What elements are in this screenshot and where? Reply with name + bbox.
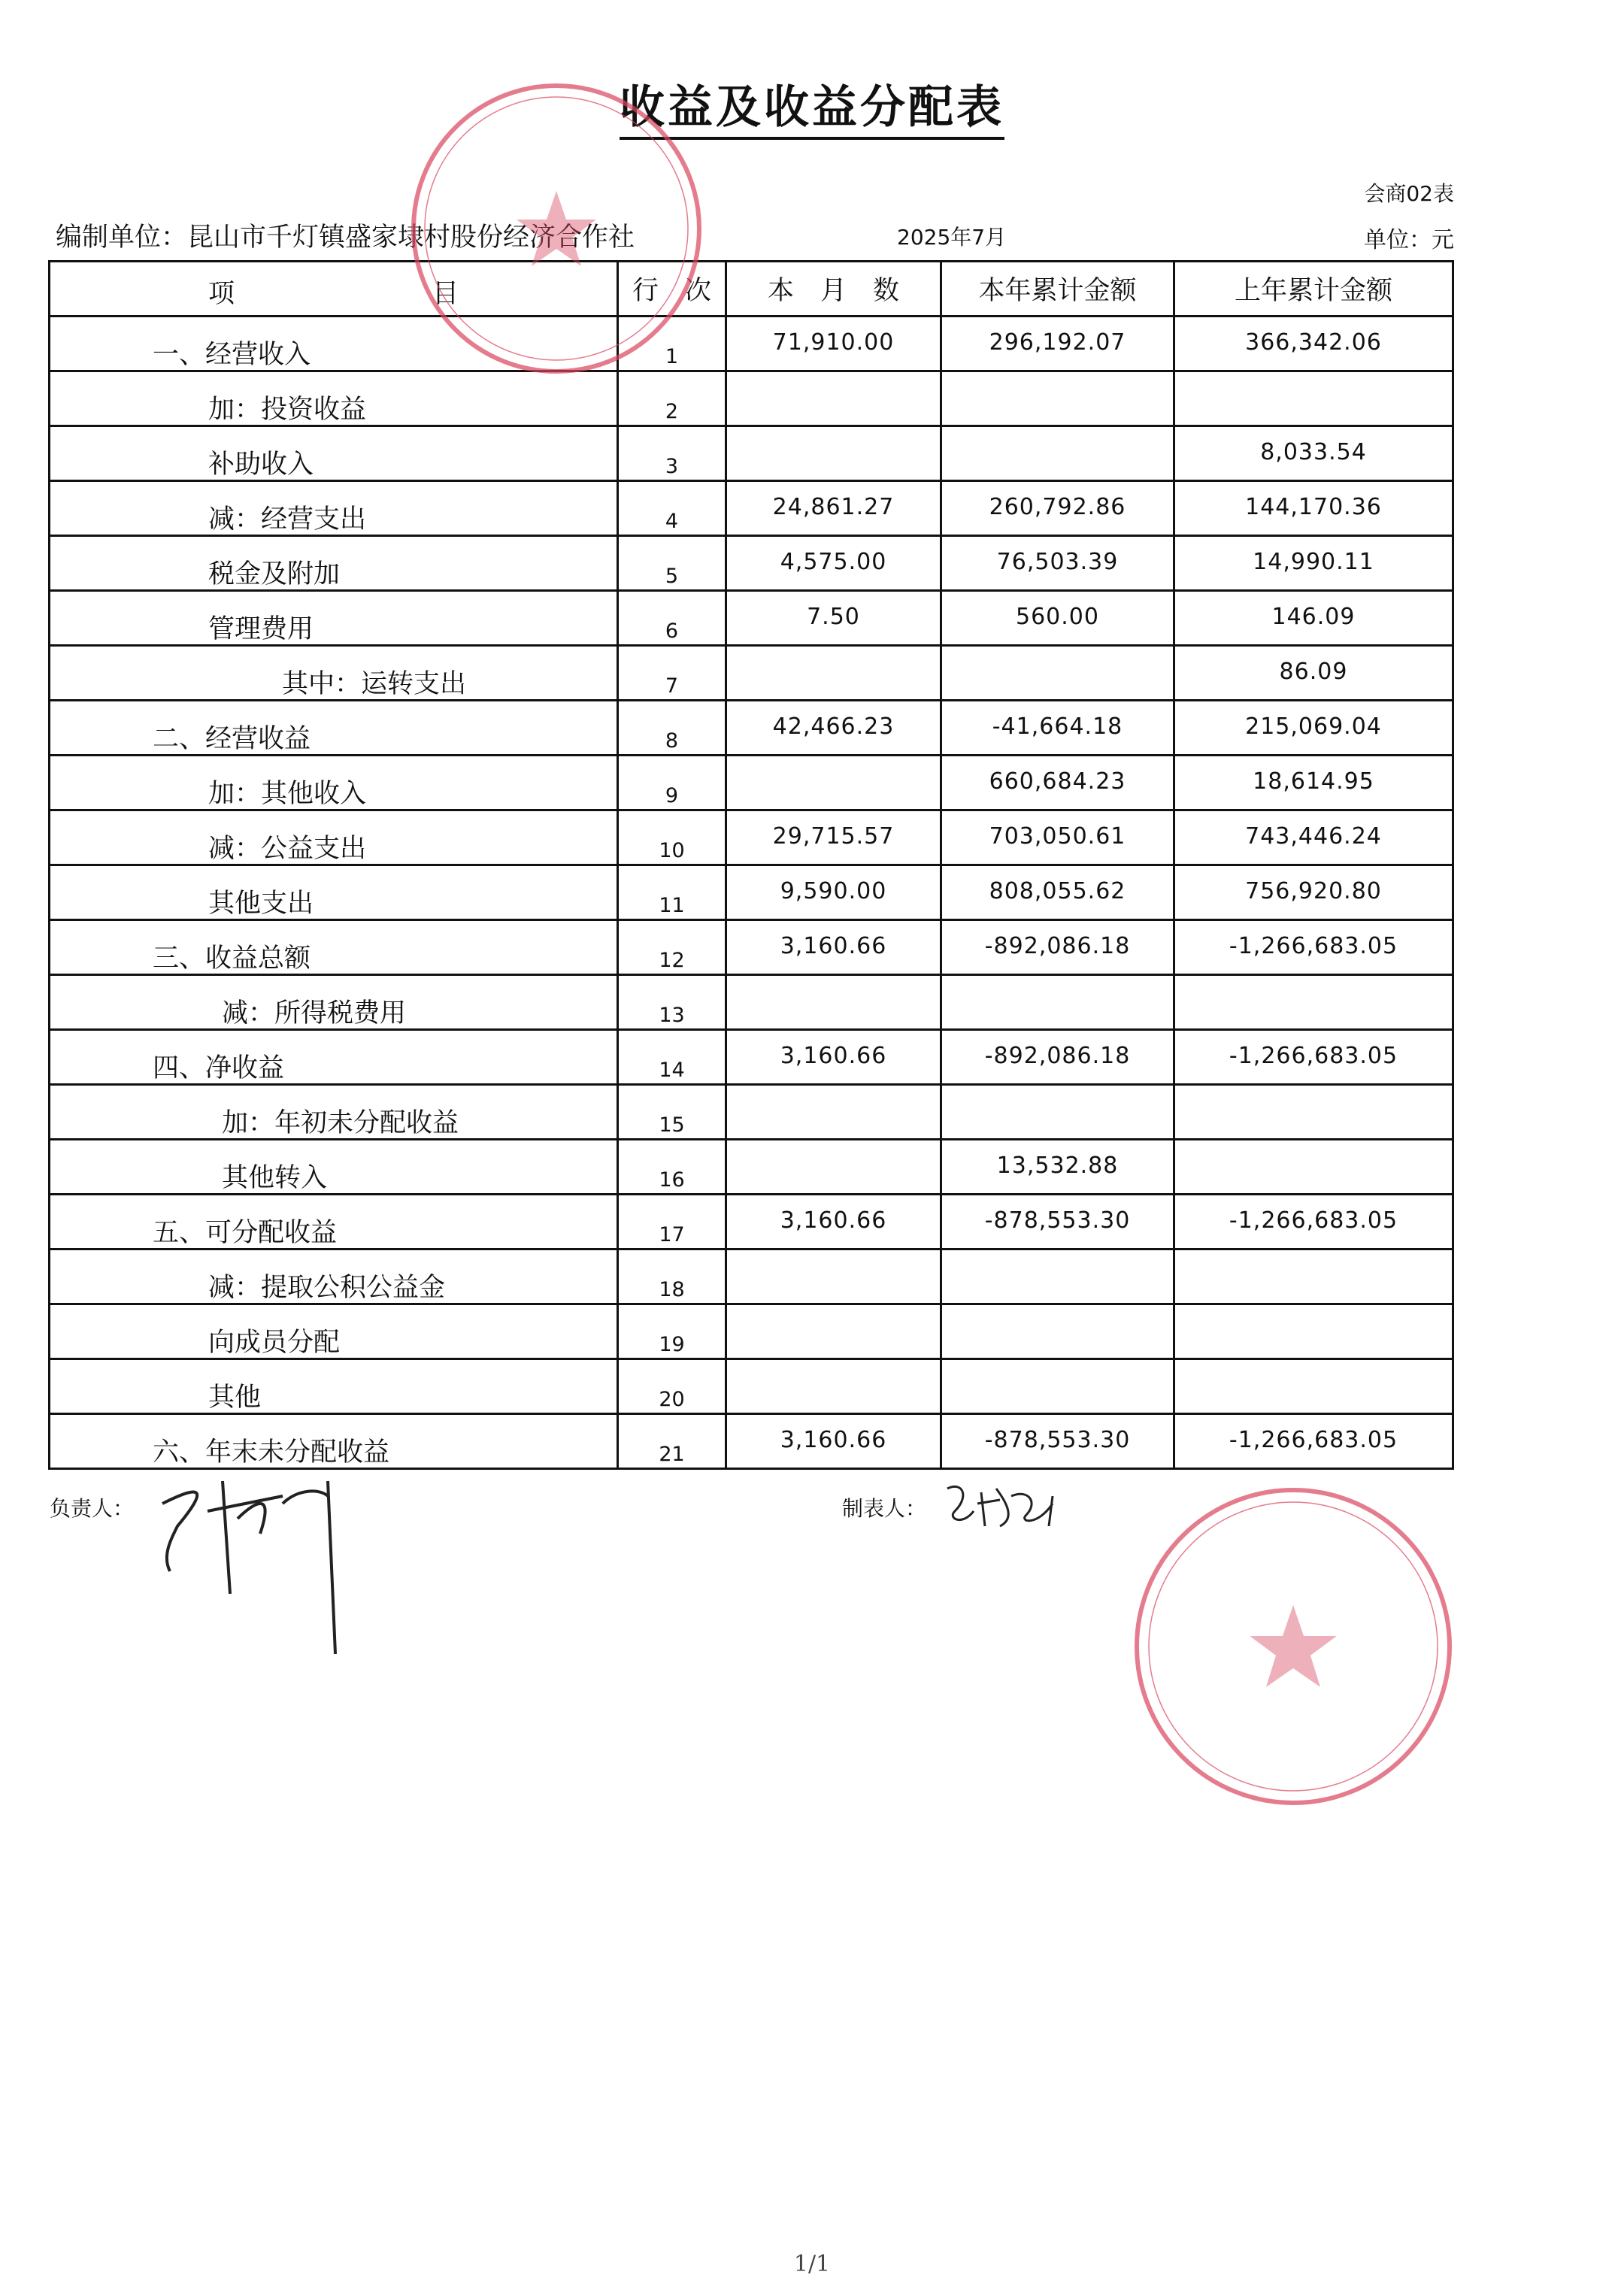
row-line-no-cell [618,810,726,865]
row-month-value-cell [726,975,941,1030]
row-prev-value: 86.09 [1279,659,1348,685]
row-label: 加：其他收入 [208,779,367,809]
row-prev-value-cell [1174,810,1453,865]
row-ytd-value: 660,684.23 [989,768,1126,795]
row-month-value-cell [726,1304,941,1359]
table-row [50,810,1453,865]
row-label: 向成员分配 [208,1328,341,1358]
cooperative-seal [406,78,707,379]
row-prev-value: 215,069.04 [1245,713,1382,740]
report-period: 2025年7月 [897,225,1007,250]
row-line-no: 7 [665,674,679,698]
row-ytd-value-cell [941,756,1174,810]
row-line-no: 21 [659,1443,685,1466]
row-month-value-cell [726,1085,941,1140]
responsible-label: 负责人： [50,1496,135,1521]
row-ytd-value-cell [941,1359,1174,1414]
row-label-cell [50,536,618,591]
row-month-value-cell [726,865,941,920]
row-ytd-value-cell [941,1304,1174,1359]
table-row [50,1359,1453,1414]
row-label: 加：年初未分配收益 [222,1108,459,1138]
report-title: 收益及收益分配表 [0,71,1624,136]
row-month-value-cell [726,1414,941,1469]
table-row [50,536,1453,591]
row-label: 税金及附加 [208,559,341,589]
row-line-no-cell [618,756,726,810]
table-row [50,1030,1453,1085]
row-line-no-cell [618,646,726,701]
table-row [50,646,1453,701]
row-month-value-cell [726,481,941,536]
row-line-no: 17 [659,1223,685,1246]
row-label-cell [50,1140,618,1195]
row-month-value-cell [726,920,941,975]
row-line-no-cell [618,536,726,591]
row-month-value-cell [726,591,941,646]
preparer-label: 制表人： [842,1496,927,1521]
row-prev-value: 18,614.95 [1253,768,1374,795]
row-ytd-value-cell [941,1195,1174,1249]
row-label-cell [50,975,618,1030]
row-label: 五、可分配收益 [153,1218,338,1248]
row-label: 一、经营收入 [153,340,311,370]
row-month-value: 3,160.66 [780,1043,887,1069]
row-label-cell [50,701,618,756]
row-line-no-cell [618,865,726,920]
preparer-signature [940,1474,1068,1534]
row-line-no: 8 [665,729,679,753]
income-distribution-table [48,260,1454,1470]
row-line-no: 5 [665,565,679,588]
row-label-cell [50,1414,618,1469]
row-line-no-cell [618,1140,726,1195]
table-row [50,371,1453,426]
row-line-no: 4 [665,510,679,533]
row-label: 三、收益总额 [153,944,311,974]
row-line-no-cell [618,1085,726,1140]
row-month-value-cell [726,810,941,865]
row-label-cell [50,865,618,920]
row-prev-value-cell [1174,975,1453,1030]
row-label: 减：所得税费用 [222,998,407,1028]
table-row [50,701,1453,756]
row-ytd-value: 560.00 [1016,604,1099,630]
row-prev-value-cell [1174,371,1453,426]
table-row [50,975,1453,1030]
row-ytd-value: -878,553.30 [984,1427,1131,1453]
row-line-no: 12 [659,949,685,972]
page-number: 1/1 [793,2251,831,2277]
row-ytd-value-cell [941,371,1174,426]
row-ytd-value: 76,503.39 [996,549,1119,575]
row-prev-value: 146.09 [1271,604,1356,630]
table-row [50,1249,1453,1304]
row-prev-value-cell [1174,701,1453,756]
row-ytd-value-cell [941,865,1174,920]
row-label-cell [50,646,618,701]
row-label-cell [50,1030,618,1085]
row-label: 减：提取公积公益金 [208,1273,446,1303]
row-prev-value-cell [1174,1359,1453,1414]
row-ytd-value-cell [941,975,1174,1030]
row-ytd-value: 703,050.61 [989,823,1126,850]
responsible-signature [147,1474,358,1661]
row-ytd-value: 13,532.88 [996,1153,1119,1179]
table-row [50,865,1453,920]
row-line-no-cell [618,920,726,975]
row-label-cell [50,426,618,481]
table-row [50,317,1453,371]
row-line-no: 14 [659,1059,685,1082]
table-row [50,1414,1453,1469]
row-label: 管理费用 [208,614,314,644]
row-prev-value: 8,033.54 [1260,439,1367,465]
header-prev: 上年累计金额 [1174,262,1453,317]
row-ytd-value: -892,086.18 [984,1043,1131,1069]
row-month-value: 3,160.66 [780,1207,887,1234]
header-item: 项 目 [50,262,618,317]
table-row [50,1140,1453,1195]
row-line-no: 9 [665,784,679,807]
row-prev-value-cell [1174,426,1453,481]
row-ytd-value-cell [941,646,1174,701]
row-label-cell [50,371,618,426]
row-label: 减：经营支出 [208,504,367,535]
row-prev-value-cell [1174,1140,1453,1195]
row-month-value: 71,910.00 [772,329,895,356]
row-ytd-value: -878,553.30 [984,1207,1131,1234]
row-prev-value: 756,920.80 [1245,878,1382,904]
row-label-cell [50,1249,618,1304]
row-month-value: 9,590.00 [780,878,887,904]
row-prev-value-cell [1174,865,1453,920]
row-line-no-cell [618,701,726,756]
row-ytd-value: -41,664.18 [992,713,1123,740]
row-month-value-cell [726,1195,941,1249]
row-line-no-cell [618,426,726,481]
row-prev-value-cell [1174,756,1453,810]
row-label-cell [50,1359,618,1414]
row-ytd-value: 260,792.86 [989,494,1126,520]
row-month-value-cell [726,317,941,371]
row-ytd-value: 296,192.07 [989,329,1126,356]
row-prev-value-cell [1174,1085,1453,1140]
row-month-value: 3,160.66 [780,1427,887,1453]
row-line-no: 1 [665,345,679,368]
row-label: 其他 [208,1383,262,1413]
row-label: 其中：运转支出 [282,669,467,699]
row-month-value-cell [726,1140,941,1195]
row-month-value: 24,861.27 [772,494,895,520]
table-row [50,426,1453,481]
row-prev-value-cell [1174,481,1453,536]
row-ytd-value-cell [941,810,1174,865]
row-month-value-cell [726,1359,941,1414]
table-header-row [50,262,1453,317]
row-ytd-value-cell [941,1030,1174,1085]
row-line-no-cell [618,1249,726,1304]
table-row [50,1304,1453,1359]
row-line-no-cell [618,1195,726,1249]
row-ytd-value-cell [941,920,1174,975]
row-prev-value-cell [1174,1304,1453,1359]
row-month-value-cell [726,1030,941,1085]
table-row [50,481,1453,536]
row-month-value: 7.50 [807,604,860,630]
row-ytd-value-cell [941,481,1174,536]
table-row [50,1085,1453,1140]
row-prev-value-cell [1174,1249,1453,1304]
row-label: 二、经营收益 [153,724,311,754]
row-ytd-value-cell [941,1249,1174,1304]
row-month-value-cell [726,536,941,591]
row-label: 六、年末未分配收益 [153,1437,390,1468]
currency-unit: 单位：元 [1364,227,1454,253]
row-line-no: 3 [665,455,679,478]
row-ytd-value-cell [941,317,1174,371]
header-ytd: 本年累计金额 [941,262,1174,317]
row-ytd-value-cell [941,701,1174,756]
row-label-cell [50,1085,618,1140]
row-prev-value: 14,990.11 [1253,549,1374,575]
row-line-no: 13 [659,1004,685,1027]
row-label-cell [50,1304,618,1359]
row-label-cell [50,920,618,975]
row-ytd-value-cell [941,591,1174,646]
row-ytd-value-cell [941,1140,1174,1195]
row-ytd-value: -892,086.18 [984,933,1131,959]
row-prev-value: -1,266,683.05 [1229,1043,1398,1069]
row-label: 补助收入 [208,450,314,480]
row-line-no-cell [618,1414,726,1469]
row-label: 其他支出 [208,889,314,919]
row-line-no-cell [618,1359,726,1414]
row-month-value: 29,715.57 [772,823,895,850]
row-prev-value: 366,342.06 [1245,329,1382,356]
row-month-value: 3,160.66 [780,933,887,959]
row-label: 四、净收益 [153,1053,285,1083]
row-prev-value-cell [1174,1030,1453,1085]
row-month-value-cell [726,1249,941,1304]
row-line-no-cell [618,1304,726,1359]
row-ytd-value-cell [941,536,1174,591]
row-prev-value-cell [1174,920,1453,975]
row-line-no: 19 [659,1333,685,1356]
row-month-value: 4,575.00 [780,549,887,575]
row-ytd-value: 808,055.62 [989,878,1126,904]
table-row [50,1195,1453,1249]
row-line-no-cell [618,481,726,536]
header-month: 本 月 数 [726,262,941,317]
row-prev-value: -1,266,683.05 [1229,933,1398,959]
row-month-value-cell [726,646,941,701]
row-label-cell [50,810,618,865]
row-line-no-cell [618,371,726,426]
row-prev-value: 743,446.24 [1245,823,1382,850]
supervision-committee-seal [1128,1481,1459,1812]
row-line-no: 15 [659,1113,685,1137]
table-row [50,920,1453,975]
row-line-no: 10 [659,839,685,862]
table-row [50,756,1453,810]
row-line-no: 16 [659,1168,685,1192]
row-label-cell [50,756,618,810]
row-prev-value-cell [1174,646,1453,701]
row-ytd-value-cell [941,1414,1174,1469]
row-month-value-cell [726,756,941,810]
table-row [50,591,1453,646]
row-prev-value-cell [1174,317,1453,371]
row-prev-value-cell [1174,536,1453,591]
row-label-cell [50,1195,618,1249]
row-line-no: 18 [659,1278,685,1301]
row-line-no-cell [618,975,726,1030]
row-line-no: 2 [665,400,679,423]
row-prev-value: -1,266,683.05 [1229,1427,1398,1453]
row-month-value-cell [726,371,941,426]
row-line-no: 20 [659,1388,685,1411]
row-label: 其他转入 [222,1163,328,1193]
header-line: 行 次 [618,262,726,317]
row-prev-value: 144,170.36 [1245,494,1382,520]
row-month-value-cell [726,701,941,756]
row-prev-value-cell [1174,1414,1453,1469]
row-ytd-value-cell [941,1085,1174,1140]
form-code: 会商02表 [1364,181,1454,206]
row-line-no: 6 [665,619,679,643]
row-line-no-cell [618,1030,726,1085]
row-prev-value: -1,266,683.05 [1229,1207,1398,1234]
row-prev-value-cell [1174,1195,1453,1249]
row-label: 加：投资收益 [208,395,367,425]
row-label-cell [50,591,618,646]
row-prev-value-cell [1174,591,1453,646]
org-name: 编制单位：昆山市千灯镇盛家埭村股份经济合作社 [56,223,635,253]
row-month-value-cell [726,426,941,481]
row-label: 减：公益支出 [208,834,367,864]
row-month-value: 42,466.23 [772,713,895,740]
row-ytd-value-cell [941,426,1174,481]
row-label-cell [50,481,618,536]
row-line-no-cell [618,591,726,646]
row-line-no: 11 [659,894,685,917]
